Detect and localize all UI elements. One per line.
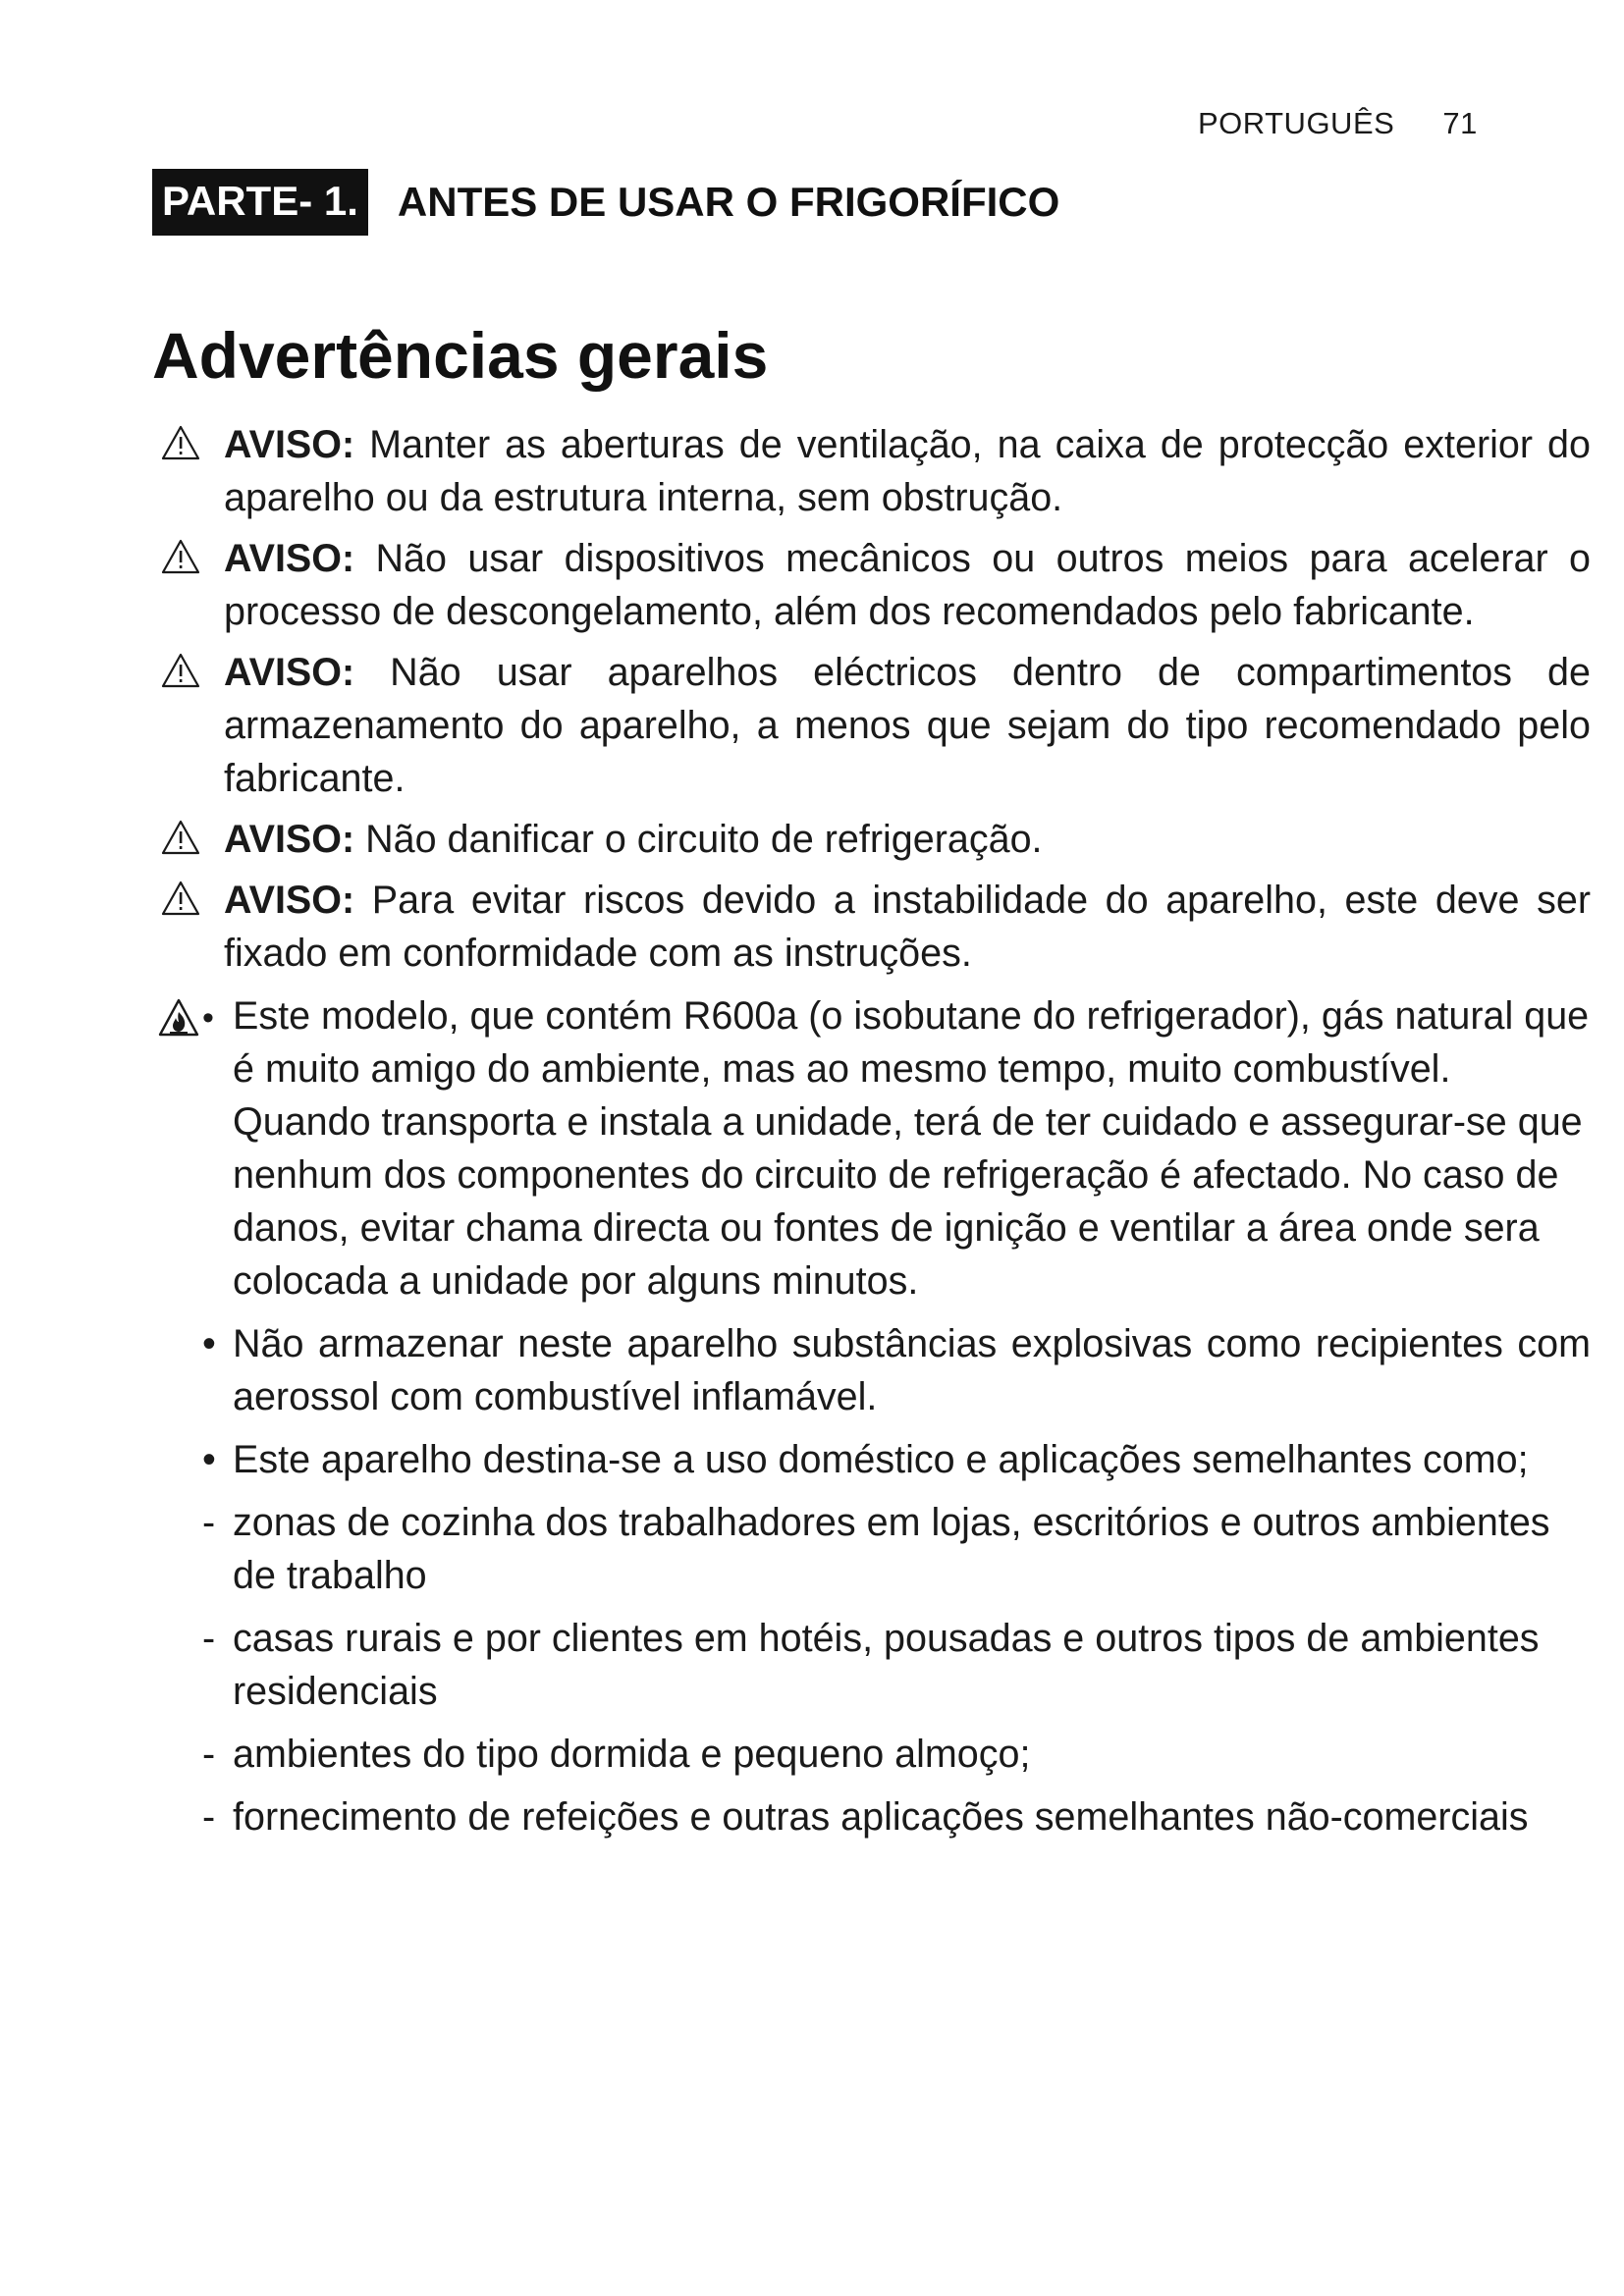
bullet-marker: •: [202, 1438, 216, 1481]
warning-text: [224, 532, 1591, 638]
bullet-text: Não armazenar neste aparelho substâncias explosivas como recipientes com aerossol com combustível inflamável.: [233, 1322, 1591, 1418]
bullet-item: [147, 1433, 1591, 1486]
bullet-item: [147, 1317, 1591, 1423]
warning-item: [147, 813, 1591, 866]
dash-marker: -: [202, 1795, 216, 1839]
dash-text: ambientes do tipo dormida e pequeno almoço;: [233, 1733, 1031, 1776]
warning-triangle-icon: [161, 880, 200, 917]
aviso-label: AVISO:: [224, 423, 355, 466]
language-label: PORTUGUÊS: [1198, 106, 1395, 140]
warning-body: Não danificar o circuito de refrigeração.: [354, 818, 1043, 861]
bullet-marker: •: [202, 1322, 216, 1365]
warning-text: [224, 418, 1591, 524]
dash-text: zonas de cozinha dos trabalhadores em lojas, escritórios e outros ambientes de trabalho: [233, 1501, 1550, 1597]
dash-marker: -: [202, 1733, 216, 1776]
dash-item: [147, 1496, 1591, 1602]
flammable-marker: [157, 991, 214, 1044]
warning-triangle-icon: [161, 652, 200, 689]
page-header: [1198, 106, 1478, 141]
main-heading: Advertências gerais: [152, 319, 769, 392]
warning-item: [147, 874, 1591, 980]
warning-text: [224, 813, 1591, 866]
dash-text: casas rurais e por clientes em hotéis, pousadas e outros tipos de ambientes residenciais: [233, 1617, 1540, 1713]
warning-text: [224, 874, 1591, 980]
aviso-label: AVISO:: [224, 879, 355, 922]
aviso-label: AVISO:: [224, 818, 355, 861]
part-badge: PARTE- 1.: [152, 169, 368, 236]
warning-text: [224, 646, 1591, 805]
dash-marker: -: [202, 1501, 216, 1544]
bullet-text: Este aparelho destina-se a uso doméstico e aplicações semelhantes como;: [233, 1438, 1529, 1481]
warning-triangle-icon: [161, 538, 200, 575]
dash-marker: -: [202, 1617, 216, 1660]
aviso-label: AVISO:: [224, 537, 355, 580]
flammable-note: [147, 989, 1591, 1308]
dash-item: [147, 1790, 1591, 1843]
warning-body: Não usar aparelhos eléctricos dentro de compartimentos de armazenamento do aparelho, a menos que sejam do tipo recomendado pelo fabricante.: [224, 651, 1591, 800]
content: [147, 418, 1591, 1853]
aviso-label: AVISO:: [224, 651, 355, 694]
warning-body: Para evitar riscos devido a instabilidade do aparelho, este deve ser fixado em conformidade com as instruções.: [224, 879, 1591, 975]
warning-body: Não usar dispositivos mecânicos ou outros meios para acelerar o processo de descongelamento, além dos recomendados pelo fabricante.: [224, 537, 1591, 633]
section-title: ANTES DE USAR O FRIGORÍFICO: [397, 179, 1060, 225]
warning-item: [147, 646, 1591, 805]
warning-item: [147, 418, 1591, 524]
dash-item: [147, 1612, 1591, 1718]
flammable-text: Este modelo, que contém R600a (o isobutane do refrigerador), gás natural que é muito amigo do ambiente, mas ao mesmo tempo, muito combustível. Quando transporta e instala a unidade, terá de ter cuidado e assegurar-se que nenhum dos componentes do circuito de refrigeração é afectado. No caso de danos, evitar chama directa ou fontes de ignição e ventilar a área onde sera colocada a unidade por alguns minutos.: [233, 994, 1590, 1303]
warning-triangle-icon: [161, 819, 200, 856]
warning-item: [147, 532, 1591, 638]
bullet-marker: •: [202, 999, 214, 1037]
dash-text: fornecimento de refeições e outras aplicações semelhantes não-comerciais: [233, 1795, 1529, 1839]
dash-item: [147, 1728, 1591, 1781]
section-row: [152, 169, 1059, 236]
page-number: 71: [1442, 106, 1478, 140]
flammable-warning-icon: [157, 997, 200, 1039]
warning-body: Manter as aberturas de ventilação, na caixa de protecção exterior do aparelho ou da estrutura interna, sem obstrução.: [224, 423, 1591, 519]
warning-triangle-icon: [161, 424, 200, 461]
